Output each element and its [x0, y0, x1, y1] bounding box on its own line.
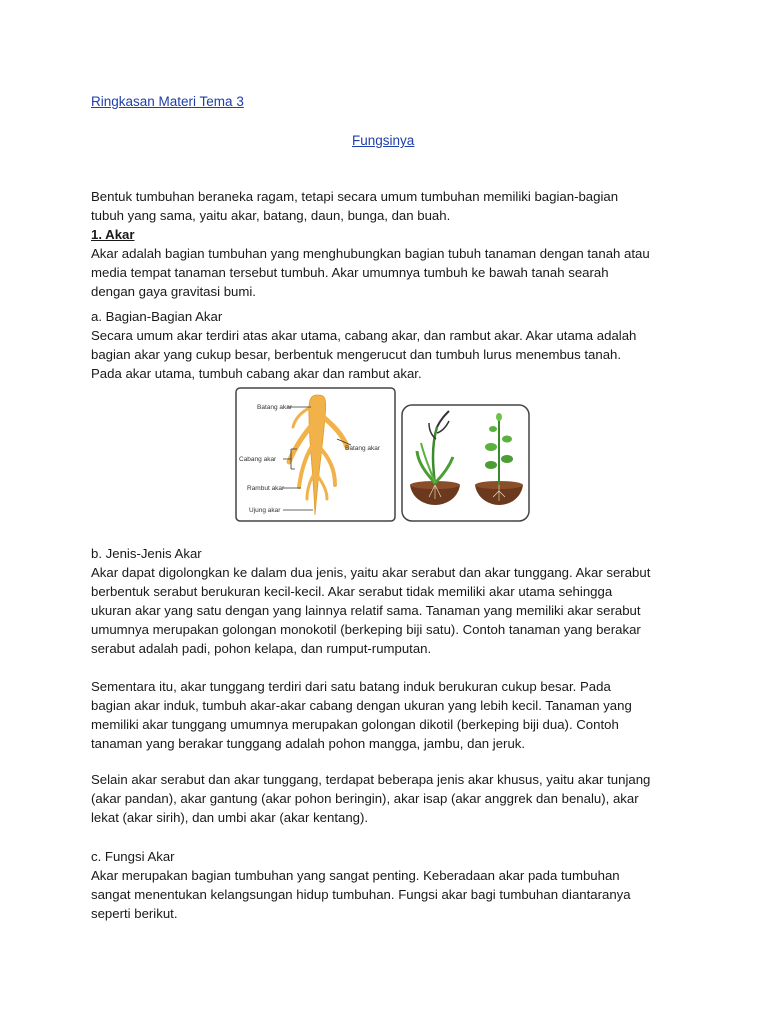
jenis-heading: b. Jenis-Jenis Akar [91, 546, 202, 561]
text-line: Pada akar utama, tumbuh cabang akar dan rambut akar. [91, 366, 422, 381]
label-cabang-akar: Cabang akar [239, 456, 277, 463]
text-line: ukuran akar yang satu dengan yang lainnya relatif sama. Tanaman yang memiliki akar serabut [91, 603, 641, 618]
text-line: Akar dapat digolongkan ke dalam dua jenis, yaitu akar serabut dan akar tunggang. Akar serabut [91, 565, 651, 580]
bagian-heading: a. Bagian-Bagian Akar [91, 309, 223, 324]
text-line: media tempat tanaman tersebut tumbuh. Akar umumnya tumbuh ke bawah tanah searah [91, 265, 609, 280]
text-line: Selain akar serabut dan akar tunggang, terdapat beberapa jenis akar khusus, yaitu akar tunjang [91, 772, 651, 787]
label-batang-akar-right: Batang akar [345, 445, 381, 452]
root-figure [235, 387, 531, 523]
akar-heading: 1. Akar [91, 227, 135, 242]
fungsi-heading: c. Fungsi Akar [91, 849, 175, 864]
label-ujung-akar: Ujung akar [249, 507, 281, 514]
label-rambut-akar: Rambut akar [247, 485, 285, 492]
text-line: bagian akar yang cukup besar, berbentuk mengerucut dan tumbuh lurus menembus tanah. [91, 347, 622, 362]
text-line: bagian akar induk, tumbuh akar-akar cabang dengan ukuran yang lebih kecil. Tanaman yang [91, 698, 632, 713]
text-line: Akar adalah bagian tumbuhan yang menghubungkan bagian tubuh tanaman dengan tanah atau [91, 246, 650, 261]
text-line: Secara umum akar terdiri atas akar utama, cabang akar, dan rambut akar. Akar utama adalah [91, 328, 637, 343]
intro-paragraph [91, 187, 691, 301]
text-line: Sementara itu, akar tunggang terdiri dari satu batang induk berukuran cukup besar. Pada [91, 679, 611, 694]
section-title-link[interactable]: Fungsinya [352, 133, 415, 148]
text-line: (akar pandan), akar gantung (akar pohon beringin), akar isap (akar anggrek dan benalu), akar [91, 791, 639, 806]
bagian-paragraph [91, 307, 691, 383]
text-line: serabut adalah padi, pohon kelapa, dan rumput-rumputan. [91, 641, 432, 656]
text-line: Bentuk tumbuhan beraneka ragam, tetapi secara umum tumbuhan memiliki bagian-bagian [91, 189, 619, 204]
doc-title-link[interactable]: Ringkasan Materi Tema 3 [91, 94, 244, 109]
text-line: memiliki akar tunggang umumnya merupakan golongan dikotil (berkeping biji dua). Contoh [91, 717, 619, 732]
text-line: lekat (akar sirih), dan umbi akar (akar kentang). [91, 810, 369, 825]
text-line: dengan gaya gravitasi bumi. [91, 284, 256, 299]
tunggang-paragraph [91, 677, 691, 753]
text-line: tanaman yang berakar tunggang adalah pohon mangga, jambu, dan jeruk. [91, 736, 526, 751]
root-figure-illustration [235, 387, 531, 523]
text-line: tubuh yang sama, yaitu akar, batang, daun, bunga, dan buah. [91, 208, 451, 223]
text-line: sangat menentukan kelangsungan hidup tumbuhan. Fungsi akar bagi tumbuhan diantaranya [91, 887, 631, 902]
text-line: umumnya merupakan golongan monokotil (berkeping biji satu). Contoh tanaman yang berakar [91, 622, 641, 637]
label-batang-akar: Batang akar [257, 404, 293, 411]
text-line: seperti berikut. [91, 906, 178, 921]
fungsi-paragraph [91, 847, 691, 923]
text-line: Akar merupakan bagian tumbuhan yang sangat penting. Keberadaan akar pada tumbuhan [91, 868, 620, 883]
khusus-paragraph [91, 770, 691, 827]
jenis-paragraph [91, 544, 691, 658]
text-line: berbentuk serabut berukuran kecil-kecil. Akar serabut tidak memiliki akar utama sehingga [91, 584, 613, 599]
